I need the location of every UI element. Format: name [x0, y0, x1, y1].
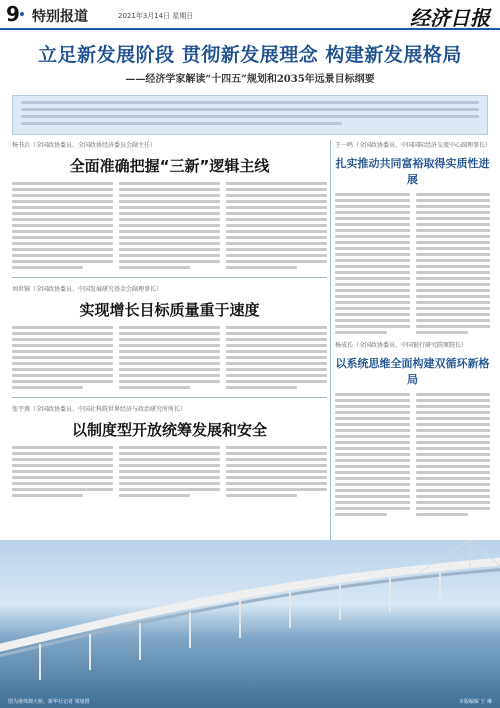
- newspaper-logo: 经济日报: [410, 6, 490, 30]
- article-body: [12, 446, 327, 497]
- intro-box: [12, 95, 488, 135]
- article-byline: 王一鸣（全国政协委员、中国国际经济交流中心副理事长）: [335, 142, 492, 149]
- right-article-top: [335, 140, 490, 334]
- article-byline: 张宇燕（全国政协委员、中国社科院世界经济与政治研究所所长）: [12, 406, 187, 413]
- article-title: 扎实推动共同富裕取得实质性进展: [335, 157, 490, 186]
- article-byline: 杨书兵（全国政协委员、全国政协经济委员会副主任）: [12, 142, 157, 149]
- photo-caption: 图为港珠澳大桥。新华社记者 梁旭摄: [8, 699, 90, 705]
- dot-icon: [20, 12, 24, 16]
- page-number: 9: [6, 2, 20, 26]
- article-body: [12, 182, 327, 269]
- article-title: 以系统思维全面构建双循环新格局: [335, 357, 490, 386]
- section-title: 特别报道: [32, 9, 88, 25]
- bridge-photo: [0, 540, 500, 708]
- article-body: [335, 193, 490, 334]
- left-column: [12, 140, 327, 497]
- editor-credit: 本版编辑 王 琳: [458, 699, 492, 705]
- page-headline: 立足新发展阶段 贯彻新发展理念 构建新发展格局: [38, 44, 462, 66]
- article-body: [335, 393, 490, 516]
- divider: [12, 397, 327, 398]
- article-byline: 杨成长（全国政协委员、中国银行研究院原院长）: [335, 342, 468, 349]
- bridge-illustration: [0, 540, 500, 708]
- article-title: 实现增长目标质量重于速度: [79, 301, 260, 319]
- page-subheadline: ——经济学家解读“十四五”规划和2035年远景目标纲要: [125, 74, 375, 85]
- article-body: [12, 326, 327, 389]
- article-byline: 刘世锦（全国政协委员、中国发展研究基金会副理事长）: [12, 286, 163, 293]
- page-header: [0, 0, 500, 30]
- issue-date: 2021年3月14日 星期日: [118, 12, 194, 20]
- divider: [12, 277, 327, 278]
- article-title: 以制度型开放统筹发展和安全: [71, 421, 267, 439]
- article-title: 全面准确把握“三新”逻辑主线: [69, 157, 270, 175]
- right-article-bottom: [335, 340, 490, 516]
